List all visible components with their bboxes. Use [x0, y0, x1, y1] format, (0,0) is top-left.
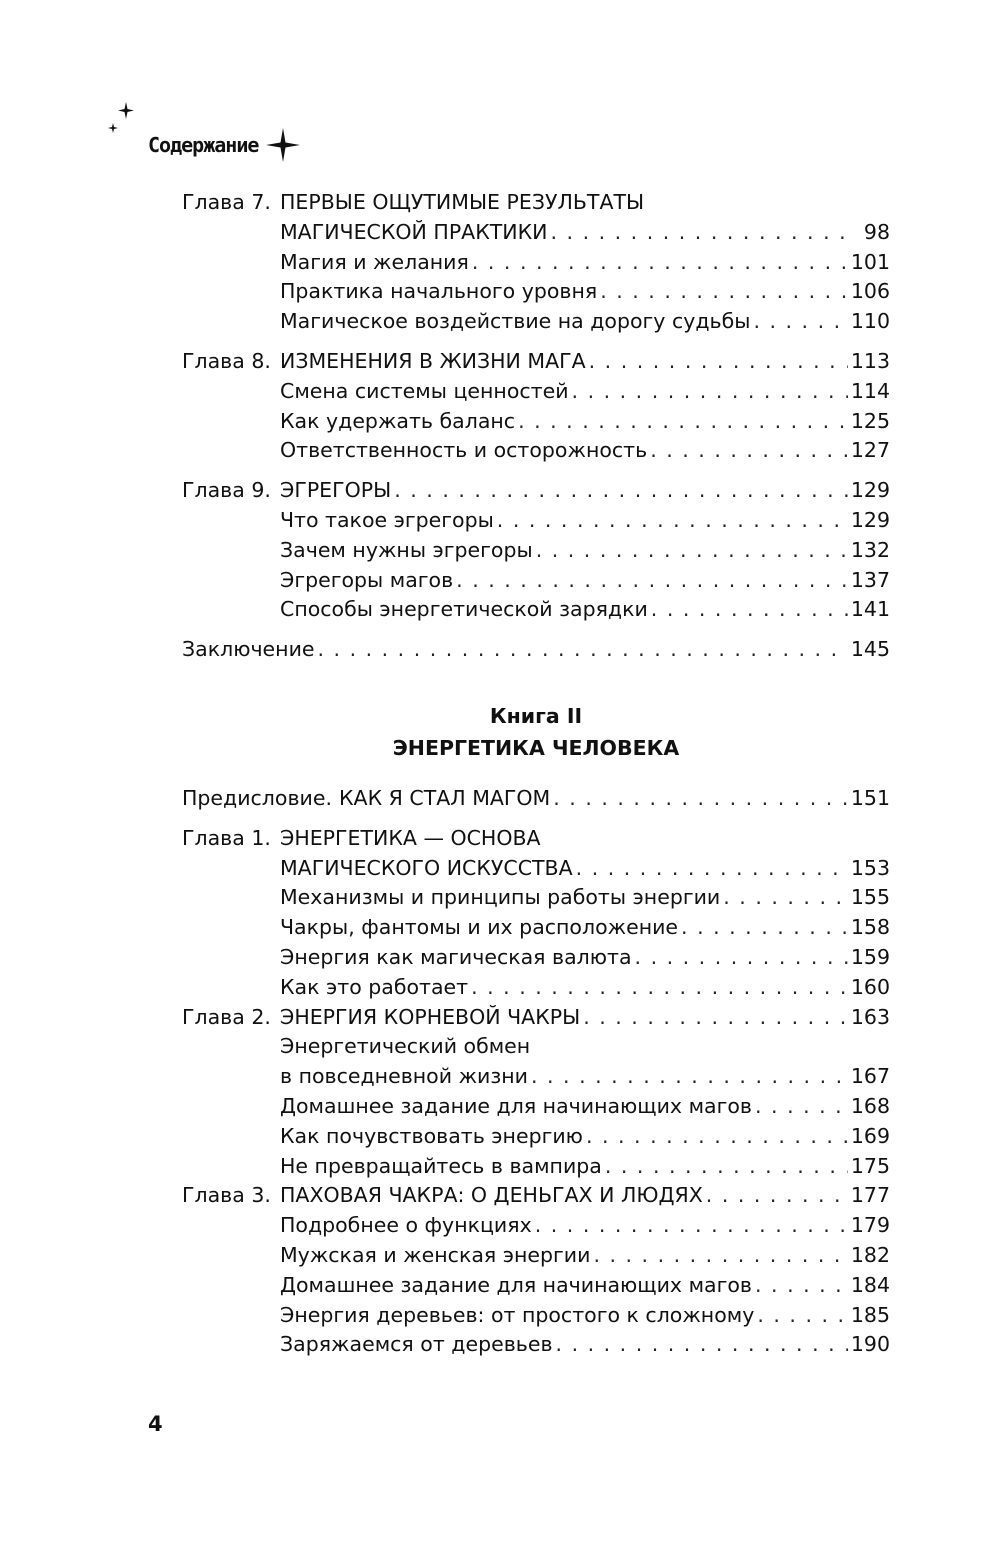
toc-row[interactable]: [182, 279, 890, 309]
section-title: в повседневной жизни: [280, 1064, 528, 1089]
preface-title: КАК Я СТАЛ МАГОМ: [339, 786, 551, 810]
toc-book-1-continued: [182, 190, 890, 667]
toc-row[interactable]: [182, 1332, 890, 1362]
dot-leader: [394, 478, 848, 502]
toc-row[interactable]: [182, 826, 890, 856]
page-ref: 163: [850, 1004, 890, 1029]
toc-row[interactable]: [182, 597, 890, 627]
book-title: ЭНЕРГЕТИКА ЧЕЛОВЕКА: [392, 736, 680, 760]
page-ref: 110: [850, 309, 890, 334]
chapter-title: МАГИЧЕСКОГО ИСКУССТВА: [280, 855, 573, 880]
page-ref: 155: [850, 885, 890, 910]
toc-row[interactable]: [182, 568, 890, 598]
dot-leader: [651, 597, 848, 621]
page-number: 4: [148, 1412, 163, 1436]
dot-leader: [518, 409, 848, 433]
section-title: Что такое эгрегоры: [280, 507, 494, 532]
dot-leader: [605, 1154, 848, 1178]
section-title: Энергия деревьев: от простого к сложному: [280, 1302, 755, 1327]
chapter-label: Глава 7.: [182, 190, 271, 214]
page-ref: 167: [850, 1064, 890, 1089]
dot-leader: [681, 915, 848, 939]
dot-leader: [553, 786, 848, 810]
dot-leader: [755, 1094, 848, 1118]
section-title: Энергетический обмен: [280, 1034, 531, 1059]
toc-row[interactable]: [182, 1005, 890, 1035]
toc-row[interactable]: [182, 1303, 890, 1333]
section-title: Практика начального уровня: [280, 279, 598, 304]
toc-row[interactable]: [182, 1034, 890, 1064]
page-ref: 129: [850, 507, 890, 532]
page-ref: 168: [850, 1093, 890, 1118]
toc-row[interactable]: [182, 190, 890, 220]
toc-row[interactable]: [182, 250, 890, 280]
dot-leader: [757, 1303, 848, 1327]
toc-row[interactable]: [182, 438, 890, 468]
toc-row[interactable]: [182, 1243, 890, 1273]
section-title: Заряжаемся от деревьев: [280, 1332, 553, 1357]
decorative-stars-icon: [100, 100, 140, 140]
toc-row[interactable]: [182, 1124, 890, 1154]
toc-row[interactable]: [182, 349, 890, 379]
section-title: Магия и желания: [280, 249, 469, 274]
toc-row[interactable]: [182, 786, 890, 816]
page-ref: 153: [850, 855, 890, 880]
chapter-label: Глава 8.: [182, 348, 271, 373]
page-ref: 125: [850, 408, 890, 433]
page-ref: 179: [850, 1213, 890, 1238]
header-title: Содержание: [148, 133, 259, 157]
chapter-title: ИЗМЕНЕНИЯ В ЖИЗНИ МАГА: [280, 348, 586, 373]
dot-leader: [753, 309, 847, 333]
toc-book-2: [182, 786, 890, 1362]
toc-row[interactable]: [182, 508, 890, 538]
page-ref: 137: [850, 567, 890, 592]
dot-leader: [600, 279, 848, 303]
toc-row[interactable]: [182, 309, 890, 339]
section-title: Не превращайтесь в вампира: [280, 1153, 602, 1178]
dot-leader: [535, 1213, 848, 1237]
dot-leader: [576, 856, 848, 880]
book-number: Книга II: [489, 704, 583, 728]
toc-row[interactable]: [182, 379, 890, 409]
dot-leader: [531, 1064, 848, 1088]
page-ref: 101: [850, 249, 890, 274]
section-title: Эгрегоры магов: [280, 567, 454, 592]
dot-leader: [456, 568, 848, 592]
page-ref: 145: [850, 637, 890, 662]
toc-row[interactable]: [182, 220, 890, 250]
dot-leader: [318, 637, 848, 661]
page-ref: 190: [850, 1332, 890, 1357]
page-ref: 113: [850, 348, 890, 373]
section-title: Как удержать баланс: [280, 408, 516, 433]
chapter-title: ПЕРВЫЕ ОЩУТИМЫЕ РЕЗУЛЬТАТЫ: [280, 190, 645, 214]
dot-leader: [755, 1273, 848, 1297]
dot-leader: [471, 975, 848, 999]
toc-row[interactable]: [182, 1094, 890, 1124]
section-title: Смена системы ценностей: [280, 378, 569, 403]
dot-leader: [723, 885, 848, 909]
page-ref: 177: [850, 1183, 890, 1208]
toc-row[interactable]: [182, 856, 890, 886]
section-title: Ответственность и осторожность: [280, 438, 648, 463]
page-ref: 106: [850, 279, 890, 304]
dot-leader: [706, 1183, 848, 1207]
section-title: Магическое воздействие на дорогу судьбы: [280, 309, 751, 334]
page-ref: 141: [850, 597, 890, 622]
page-ref: 184: [850, 1272, 890, 1297]
section-title: Как это работает: [280, 974, 469, 999]
conclusion-title: Заключение: [182, 637, 315, 662]
dot-leader: [497, 508, 848, 532]
chapter-label: Глава 2.: [182, 1004, 271, 1029]
section-title: Зачем нужны эгрегоры: [280, 537, 533, 562]
toc-row[interactable]: [182, 409, 890, 439]
chapter-label: Глава 9.: [182, 478, 271, 503]
chapter-title: МАГИЧЕСКОЙ ПРАКТИКИ: [280, 219, 548, 244]
section-title: Энергия как магическая валюта: [280, 944, 632, 969]
page-ref: 129: [850, 478, 890, 503]
dot-leader: [589, 349, 848, 373]
page-ref: 114: [850, 378, 890, 403]
chapter-title: ЭГРЕГОРЫ: [280, 478, 392, 503]
toc-row[interactable]: [182, 915, 890, 945]
section-title: Подробнее о функциях: [280, 1213, 532, 1238]
section-title: Как почувствовать энергию: [280, 1123, 583, 1148]
dot-leader: [472, 250, 848, 274]
chapter-title: ЭНЕРГЕТИКА — ОСНОВА: [280, 825, 541, 850]
section-title: Домашнее задание для начинающих магов: [280, 1272, 752, 1297]
toc-row[interactable]: [182, 945, 890, 975]
toc-row[interactable]: [182, 538, 890, 568]
dot-leader: [536, 538, 848, 562]
page-ref: 160: [850, 974, 890, 999]
page-ref: 98: [863, 219, 890, 244]
toc-row[interactable]: [182, 1213, 890, 1243]
page-ref: 132: [850, 537, 890, 562]
dot-leader: [556, 1332, 848, 1356]
page-ref: 175: [850, 1153, 890, 1178]
page-ref: 158: [850, 915, 890, 940]
dot-leader: [593, 1243, 847, 1267]
section-title: Механизмы и принципы работы энергии: [280, 885, 721, 910]
dot-leader: [551, 220, 849, 244]
toc-row[interactable]: [182, 975, 890, 1005]
dot-leader: [650, 438, 848, 462]
chapter-title: ПАХОВАЯ ЧАКРА: О ДЕНЬГАХ И ЛЮДЯХ: [280, 1183, 703, 1208]
toc-row[interactable]: [182, 1154, 890, 1184]
dot-leader: [572, 379, 848, 403]
section-title: Мужская и женская энергии: [280, 1242, 591, 1267]
toc-row[interactable]: [182, 478, 890, 508]
page-ref: 169: [850, 1123, 890, 1148]
dot-leader: [635, 945, 848, 969]
section-title: Домашнее задание для начинающих магов: [280, 1093, 752, 1118]
page-ref: 185: [850, 1302, 890, 1327]
chapter-label: Глава 3.: [182, 1183, 271, 1208]
chapter-title: ЭНЕРГИЯ КОРНЕВОЙ ЧАКРЫ: [280, 1004, 581, 1029]
toc-row[interactable]: [182, 885, 890, 915]
dot-leader: [586, 1124, 848, 1148]
four-point-star-icon: [266, 128, 300, 162]
book-heading: [182, 700, 890, 764]
toc-row[interactable]: [182, 1183, 890, 1213]
page-ref: 159: [850, 944, 890, 969]
page-ref: 127: [850, 438, 890, 463]
running-header: [148, 128, 300, 162]
toc-row[interactable]: [182, 1064, 890, 1094]
page-ref: 151: [850, 786, 890, 810]
dot-leader: [583, 1005, 848, 1029]
toc-row[interactable]: [182, 1273, 890, 1303]
section-title: Чакры, фантомы и их расположение: [280, 915, 679, 940]
chapter-label: Глава 1.: [182, 825, 271, 850]
toc-row[interactable]: [182, 637, 890, 667]
page-ref: 182: [850, 1242, 890, 1267]
preface-label: Предисловие.: [182, 786, 332, 810]
section-title: Способы энергетической зарядки: [280, 597, 648, 622]
